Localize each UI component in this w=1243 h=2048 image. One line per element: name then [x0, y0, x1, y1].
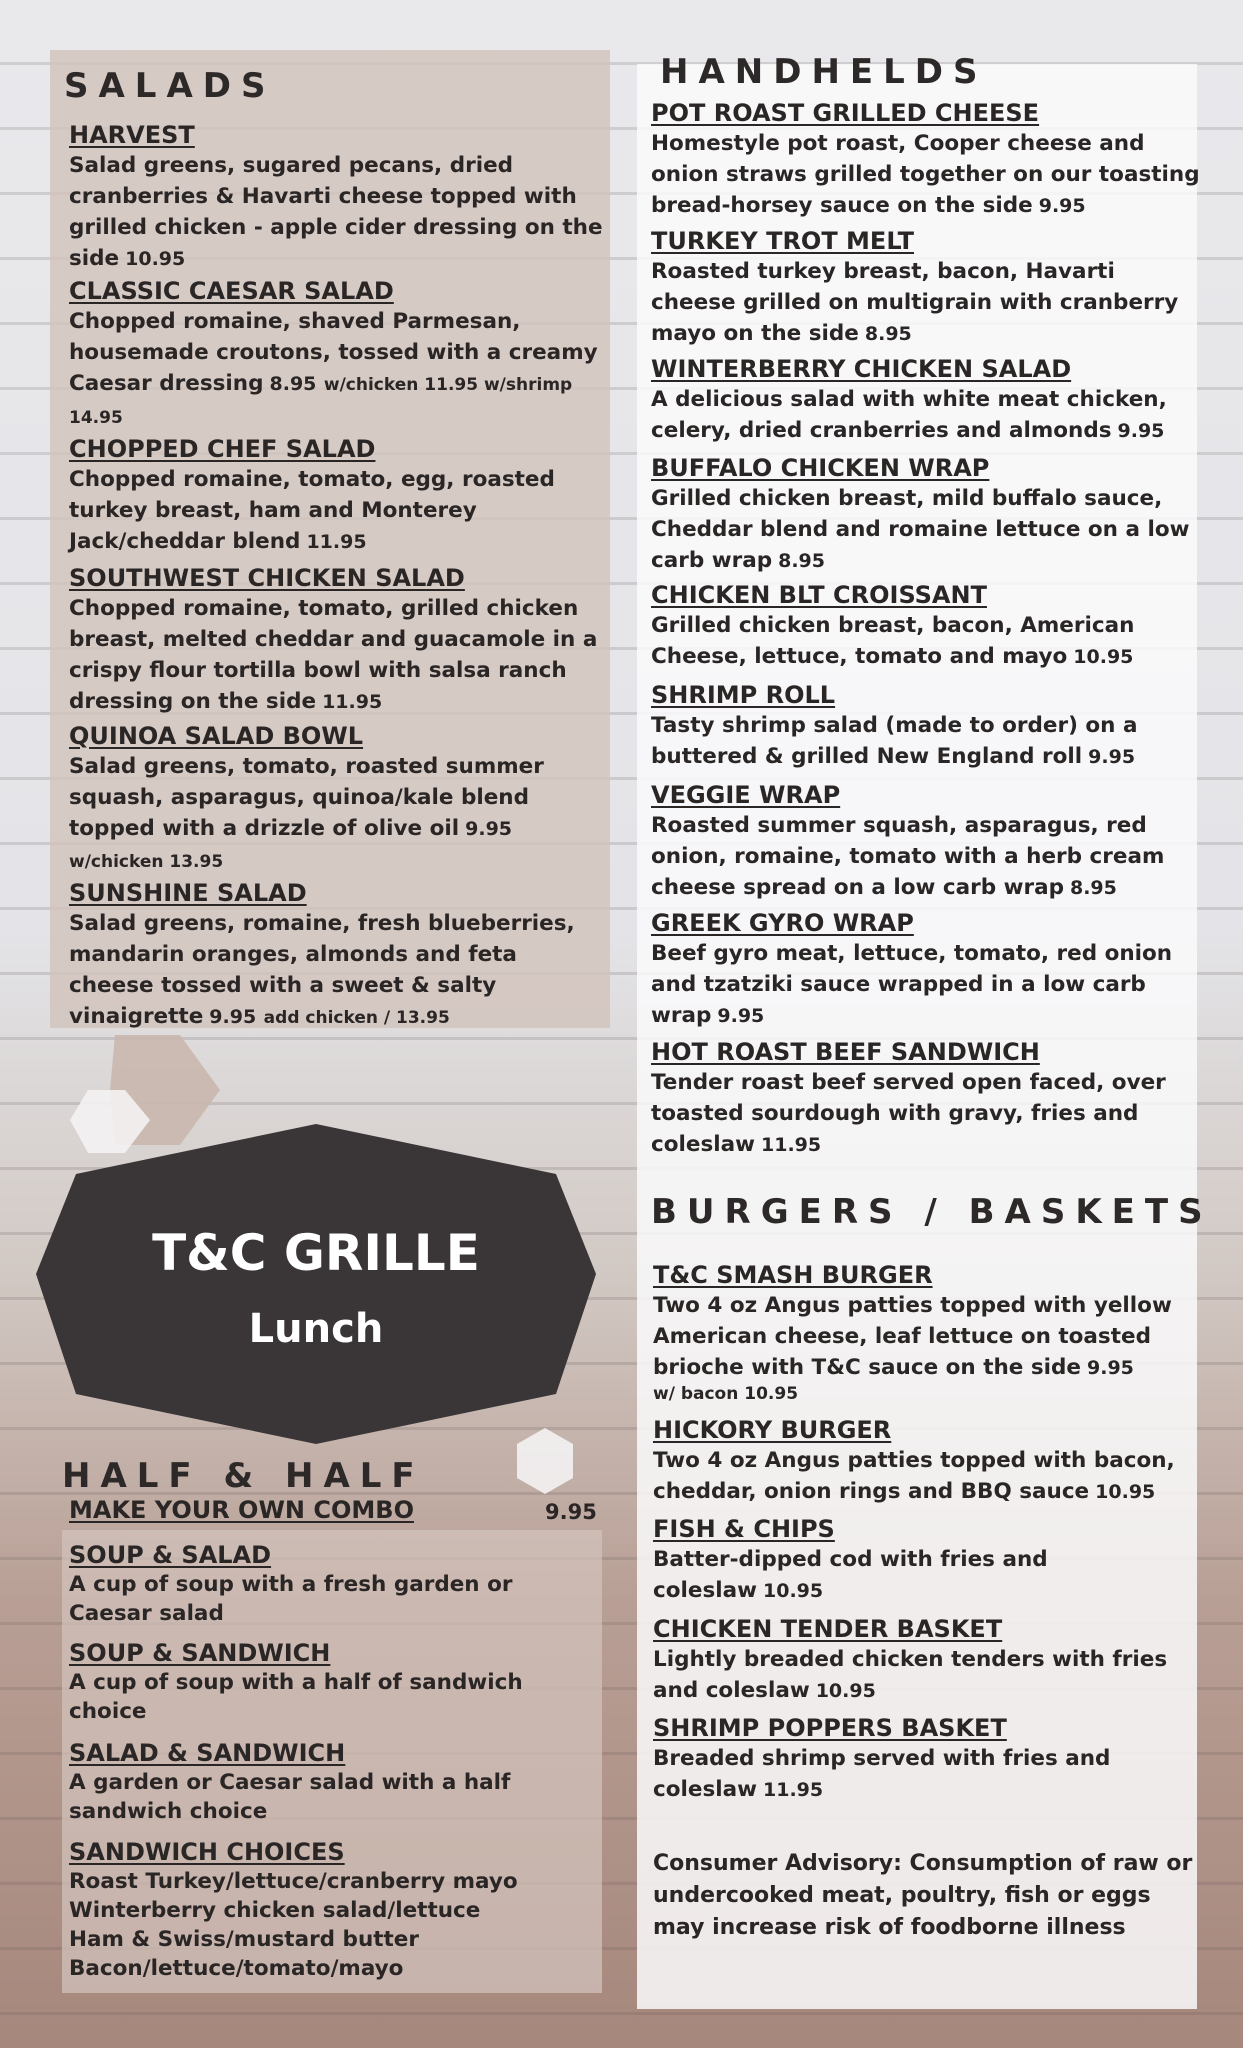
brand-hexagon	[36, 1124, 596, 1444]
item-price: 11.95	[761, 1134, 822, 1156]
item-name: SOUP & SALAD	[69, 1541, 272, 1569]
item-description: Two 4 oz Angus patties topped with bacon, cheddar, onion rings and BBQ sauce	[653, 1448, 1175, 1504]
item-name: GREEK GYRO WRAP	[651, 909, 914, 937]
combo-price: 9.95	[545, 1500, 597, 1524]
menu-item	[651, 354, 1206, 447]
salads-title: SALADS	[64, 66, 276, 106]
item-description: Batter-dipped cod with fries and coleslaw	[653, 1547, 1048, 1603]
item-description: Chopped romaine, shaved Parmesan, housemade croutons, tossed with a creamy Caesar dressing	[69, 309, 598, 396]
item-price: 11.95	[763, 1779, 824, 1801]
item-description: Roasted summer squash, asparagus, red onion, romaine, tomato with a herb cream cheese spread on a low carb wrap	[651, 813, 1165, 900]
item-description: Chopped romaine, tomato, egg, roasted turkey breast, ham and Monterey Jack/cheddar blend	[69, 467, 555, 554]
menu-item	[69, 878, 604, 1034]
item-description: Breaded shrimp served with fries and coleslaw	[653, 1746, 1111, 1802]
item-name: SUNSHINE SALAD	[69, 879, 307, 907]
menu-item	[69, 563, 604, 718]
item-description: Salad greens, sugared pecans, dried cranberries & Havarti cheese topped with grilled chicken - apple cider dressing on the side	[69, 153, 603, 271]
item-price: 10.95	[763, 1580, 824, 1602]
item-extra-price: w/chicken 11.95 w/shrimp 14.95	[69, 375, 573, 428]
item-price: 11.95	[306, 531, 367, 553]
item-name: FISH & CHIPS	[653, 1515, 835, 1543]
menu-item	[653, 1415, 1208, 1508]
item-name: SALAD & SANDWICH	[69, 1739, 346, 1767]
item-extra-price: add chicken / 13.95	[263, 1008, 450, 1028]
item-price: 9.95	[209, 1006, 257, 1028]
item-price: 9.95	[1087, 1357, 1134, 1379]
combo-item	[69, 1638, 569, 1726]
item-price: 10.95	[1073, 646, 1134, 668]
item-price: 9.95	[1038, 195, 1086, 217]
half-and-half-title: HALF & HALF	[62, 1456, 425, 1496]
item-price: 8.95	[1069, 877, 1117, 899]
menu-item	[651, 780, 1206, 904]
item-description: Homestyle pot roast, Cooper cheese and onion straws grilled together on our toasting bread-horsey sauce on the side	[651, 131, 1200, 218]
menu-item	[69, 276, 604, 434]
menu-item	[653, 1260, 1208, 1404]
item-price: 10.95	[125, 248, 186, 270]
item-price: 9.95	[1117, 420, 1165, 442]
item-description: Tasty shrimp salad (made to order) on a buttered & grilled New England roll	[651, 713, 1138, 769]
item-name: CLASSIC CAESAR SALAD	[69, 277, 394, 305]
item-extra-price: w/ bacon 10.95	[653, 1384, 799, 1404]
sandwich-choice: Roast Turkey/lettuce/cranberry mayo	[69, 1869, 518, 1894]
menu-item	[651, 908, 1206, 1032]
item-price: 10.95	[1095, 1481, 1156, 1503]
sandwich-choice: Bacon/lettuce/tomato/mayo	[69, 1956, 404, 1981]
item-description: Chopped romaine, tomato, grilled chicken breast, melted cheddar and guacamole in a crispy flour tortilla bowl with salsa ranch dressing on the side	[69, 596, 598, 714]
item-name: CHOPPED CHEF SALAD	[69, 435, 376, 463]
item-name: SOUTHWEST CHICKEN SALAD	[69, 564, 465, 592]
item-description: Two 4 oz Angus patties topped with yellow American cheese, leaf lettuce on toasted brioche with T&C sauce on the side	[653, 1293, 1172, 1380]
menu-item	[651, 680, 1206, 773]
menu-item	[651, 453, 1206, 577]
combo-subtitle: MAKE YOUR OWN COMBO	[69, 1496, 414, 1524]
brand-badge	[36, 1124, 596, 1444]
item-name: HARVEST	[69, 121, 195, 149]
item-name: VEGGIE WRAP	[651, 781, 841, 809]
item-name: SHRIMP POPPERS BASKET	[653, 1714, 1007, 1742]
item-name: POT ROAST GRILLED CHEESE	[651, 99, 1040, 127]
item-description: Salad greens, romaine, fresh blueberries, mandarin oranges, almonds and feta cheese tossed with a sweet & salty vinaigrette	[69, 911, 575, 1029]
item-description: Salad greens, tomato, roasted summer squash, asparagus, quinoa/kale blend topped with a drizzle of olive oil	[69, 754, 544, 841]
item-name: CHICKEN TENDER BASKET	[653, 1615, 1003, 1643]
item-price: 9.95	[1088, 746, 1136, 768]
item-name: BUFFALO CHICKEN WRAP	[651, 454, 990, 482]
menu-item	[69, 120, 604, 275]
item-name: QUINOA SALAD BOWL	[69, 722, 364, 750]
item-price: 8.95	[269, 373, 317, 395]
item-name: SOUP & SANDWICH	[69, 1639, 331, 1667]
item-price: 9.95	[717, 1005, 765, 1027]
item-description: Grilled chicken breast, bacon, American Cheese, lettuce, tomato and mayo	[651, 613, 1135, 669]
item-name: WINTERBERRY CHICKEN SALAD	[651, 355, 1072, 383]
menu-item	[651, 226, 1206, 350]
item-description: Grilled chicken breast, mild buffalo sauce, Cheddar blend and romaine lettuce on a low carb wrap	[651, 486, 1190, 573]
item-description: Tender roast beef served open faced, over toasted sourdough with gravy, fries and coleslaw	[651, 1070, 1166, 1157]
combo-item	[69, 1540, 569, 1628]
item-description: A delicious salad with white meat chicken, celery, dried cranberries and almonds	[651, 387, 1167, 443]
burgers-title: BURGERS / BASKETS	[651, 1192, 1213, 1232]
item-name: HICKORY BURGER	[653, 1416, 892, 1444]
sandwich-choice: Winterberry chicken salad/lettuce	[69, 1898, 481, 1923]
item-extra-price: w/chicken 13.95	[69, 852, 224, 872]
menu-item	[653, 1514, 1208, 1607]
item-price: 11.95	[322, 691, 383, 713]
menu-item	[69, 434, 604, 558]
item-name: HOT ROAST BEEF SANDWICH	[651, 1038, 1040, 1066]
item-price: 8.95	[778, 550, 825, 572]
item-description: A garden or Caesar salad with a half sandwich choice	[69, 1770, 511, 1824]
combo-item	[69, 1738, 569, 1826]
consumer-advisory: Consumer Advisory: Consumption of raw or undercooked meat, poultry, fish or eggs may increase risk of foodborne illness	[653, 1851, 1193, 1940]
item-name: T&C SMASH BURGER	[653, 1261, 933, 1289]
menu-item	[69, 721, 604, 878]
sandwich-choices	[69, 1837, 589, 1983]
menu-item	[651, 98, 1206, 222]
item-description: A cup of soup with a half of sandwich choice	[69, 1670, 523, 1724]
item-description: Beef gyro meat, lettuce, tomato, red onion and tzatziki sauce wrapped in a low carb wrap	[651, 941, 1173, 1028]
menu-item	[653, 1614, 1208, 1707]
item-name: SHRIMP ROLL	[651, 681, 836, 709]
sandwich-choice: Ham & Swiss/mustard butter	[69, 1927, 419, 1952]
item-price: 9.95	[465, 818, 513, 840]
menu-item	[653, 1713, 1208, 1806]
item-name: CHICKEN BLT CROISSANT	[651, 581, 987, 609]
item-name: SANDWICH CHOICES	[69, 1838, 345, 1866]
restaurant-name: T&C GRILLE	[152, 1224, 480, 1282]
item-price: 10.95	[815, 1680, 876, 1702]
menu-item	[651, 1037, 1206, 1161]
item-price: 8.95	[864, 323, 912, 345]
item-description: Roasted turkey breast, bacon, Havarti cheese grilled on multigrain with cranberry mayo on the side	[651, 259, 1179, 346]
item-description: A cup of soup with a fresh garden or Caesar salad	[69, 1572, 513, 1626]
handhelds-title: HANDHELDS	[660, 52, 988, 92]
menu-item	[651, 580, 1206, 673]
menu-type: Lunch	[248, 1306, 384, 1352]
item-description: Lightly breaded chicken tenders with fries and coleslaw	[653, 1647, 1168, 1703]
item-name: TURKEY TROT MELT	[651, 227, 915, 255]
